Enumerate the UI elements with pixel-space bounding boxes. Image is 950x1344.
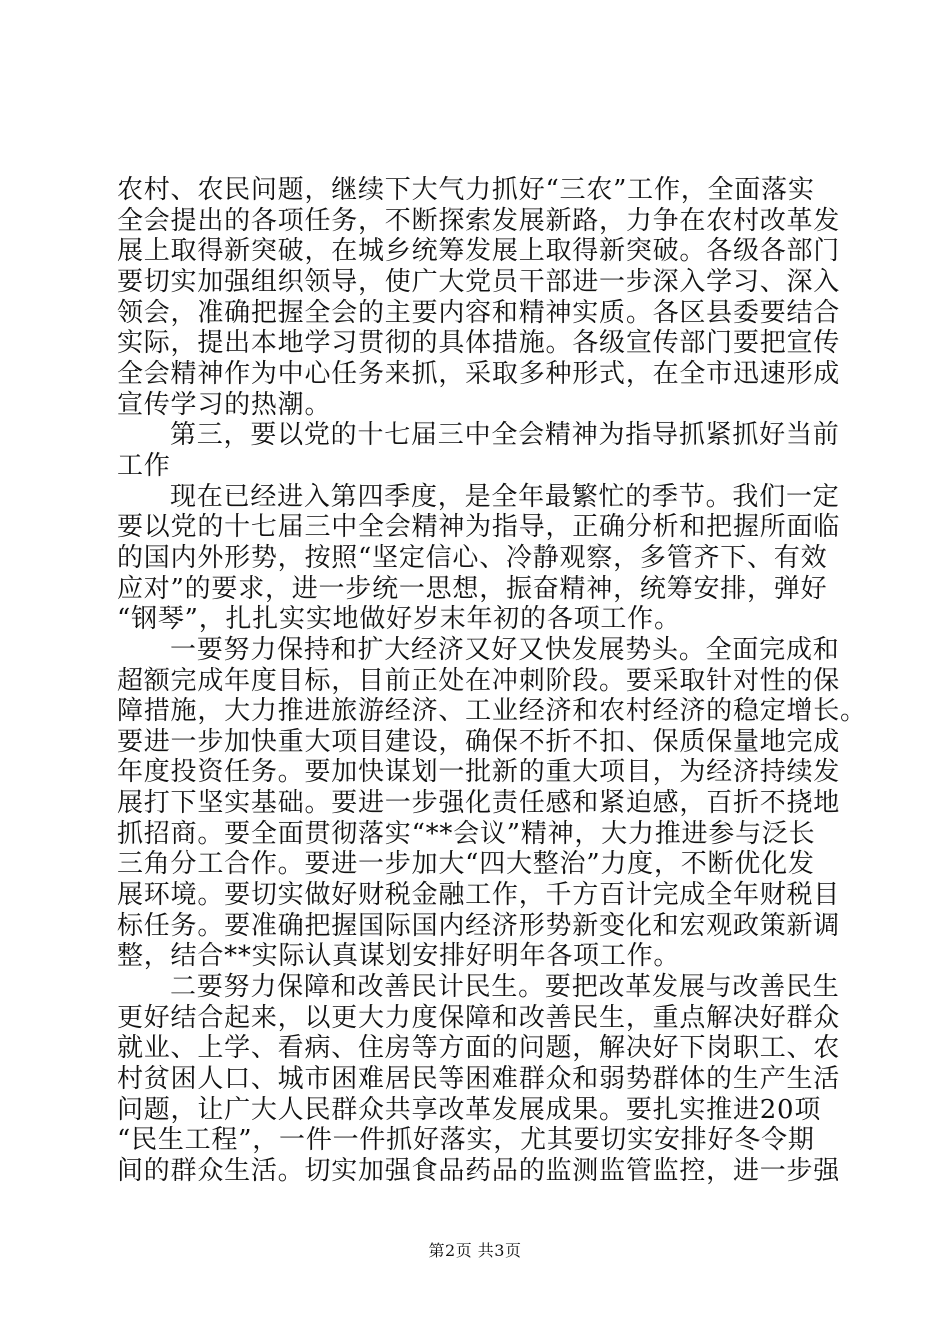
paragraph (117, 972, 877, 1187)
text-line: 的国内外形势，按照“坚定信心、冷静观察，多管齐下、有效 (117, 542, 828, 573)
text-line: 工作 (117, 450, 171, 481)
section-heading-paragraph (117, 420, 877, 481)
text-line: 要以党的十七届三中全会精神为指导，正确分析和把握所面临 (117, 512, 841, 543)
text-line: 宣传学习的热潮。 (117, 389, 332, 420)
text-line: 展上取得新突破，在城乡统筹发展上取得新突破。各级各部门 (117, 236, 841, 267)
text-line: 间的群众生活。切实加强食品药品的监测监管监控，进一步强 (117, 1156, 841, 1186)
document-body (117, 175, 877, 1187)
text-line: 全会提出的各项任务，不断探索发展新路，力争在农村改革发 (117, 205, 841, 236)
text-line: 展环境。要切实做好财税金融工作，千方百计完成全年财税目 (117, 880, 841, 911)
text-line: 抓招商。要全面贯彻落实“**会议”精神，大力推进参与泛长 (117, 818, 816, 849)
text-line: 应对”的要求，进一步统一思想，振奋精神，统筹安排，弹好 (117, 573, 828, 604)
text-line: 农村、农民问题，继续下大气力抓好“三农”工作，全面落实 (117, 175, 815, 205)
text-line: 超额完成年度目标，目前正处在冲刺阶段。要采取针对性的保 (117, 665, 841, 696)
paragraph (117, 635, 877, 972)
page-number: 第2页 共3页 (428, 1241, 522, 1260)
text-line: 年度投资任务。要加快谋划一批新的重大项目，为经济持续发 (117, 757, 841, 788)
text-line: 第三，要以党的十七届三中全会精神为指导抓紧抓好当前 (170, 420, 840, 451)
text-line: “民生工程”，一件一件抓好落实，尤其要切实安排好冬令期 (117, 1125, 815, 1156)
text-line: 整，结合**实际认真谋划安排好明年各项工作。 (117, 941, 681, 972)
text-line: 现在已经进入第四季度，是全年最繁忙的季节。我们一定 (170, 481, 840, 512)
text-line: 三角分工合作。要进一步加大“四大整治”力度，不断优化发 (117, 849, 815, 880)
paragraph (117, 482, 877, 635)
text-line: 要切实加强组织领导，使广大党员干部进一步深入学习、深入 (117, 266, 841, 297)
text-line: 实际，提出本地学习贯彻的具体措施。各级宣传部门要把宣传 (117, 328, 841, 359)
text-line: 展打下坚实基础。要进一步强化责任感和紧迫感，百折不挠地 (117, 788, 841, 819)
text-line: 二要努力保障和改善民计民生。要把改革发展与改善民生 (170, 972, 840, 1003)
text-line: 村贫困人口、城市困难居民等困难群众和弱势群体的生产生活 (117, 1064, 841, 1095)
text-line: 标任务。要准确把握国际国内经济形势新变化和宏观政策新调 (117, 910, 841, 941)
text-line: 要进一步加快重大项目建设，确保不折不扣、保质保量地完成 (117, 726, 841, 757)
text-line: 问题，让广大人民群众共享改革发展成果。要扎实推进20项 (117, 1094, 822, 1125)
text-line: 就业、上学、看病、住房等方面的问题，解决好下岗职工、农 (117, 1033, 841, 1064)
text-line: 一要努力保持和扩大经济又好又快发展势头。全面完成和 (170, 634, 840, 665)
text-line: 领会，准确把握全会的主要内容和精神实质。各区县委要结合 (117, 297, 841, 328)
text-line: 障措施，大力推进旅游经济、工业经济和农村经济的稳定增长。 (117, 696, 867, 727)
paragraph (117, 175, 877, 420)
text-line: 更好结合起来，以更大力度保障和改善民生，重点解决好群众 (117, 1002, 841, 1033)
text-line: 全会精神作为中心任务来抓，采取多种形式，在全市迅速形成 (117, 358, 841, 389)
text-line: “钢琴”，扎扎实实地做好岁末年初的各项工作。 (117, 604, 681, 635)
page-footer (0, 1240, 950, 1262)
